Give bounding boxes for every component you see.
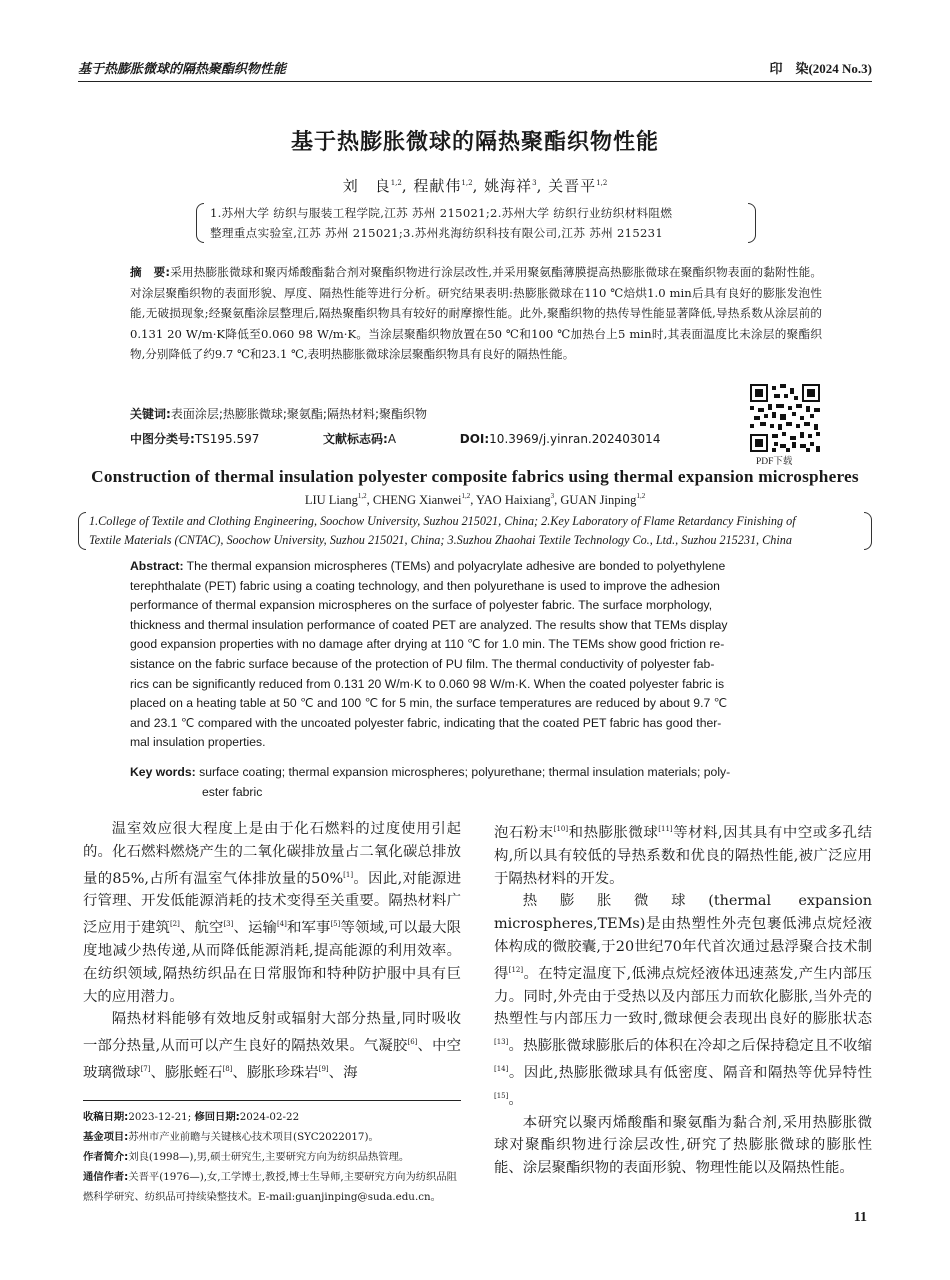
abstract-line: mal insulation properties. [130,735,266,750]
fund-label: 基金项目: [83,1131,129,1143]
doi-value[interactable]: 10.3969/j.yinran.202403014 [489,432,661,446]
citation-ref[interactable]: [7] [140,1064,151,1073]
qr-code-label: PDF下载 [756,457,793,467]
citation-ref[interactable]: [5] [330,920,341,929]
left-bracket [78,512,86,550]
footnote-corresponding [83,1167,461,1207]
page-header [78,56,872,82]
body-text: 、膨胀蛭石 [150,1064,223,1081]
body-paragraph [83,818,461,1008]
body-paragraph [494,818,872,890]
body-text: 、中空玻璃微球 [83,1038,461,1081]
revised-date: 2024-02-22 [239,1111,300,1123]
keywords-text-en-cont: ester fabric [202,784,263,799]
body-paragraph [83,1008,461,1084]
body-text: 等领域,可以最大限度地减少热传递,从而降低能源消耗,提高能源的利用效率。在纺织领域,隔热纺织品在日常服饰和特种防护服中具有巨大的应用潜力。 [83,920,461,1005]
body-text: 。热膨胀微球膨胀后的体积在冷却之后保持稳定且不收缩 [508,1038,872,1055]
author-affil-sup: 1,2 [357,492,367,500]
abstract-cn [130,262,822,365]
clc-label: 中图分类号: [130,432,195,446]
citation-ref[interactable]: [13] [494,1038,509,1047]
abstract-line: and 23.1 ℃ compared with the uncoated polyester fabric, indicating that the coated PET fabric has good ther- [130,715,722,730]
affiliations-cn [196,203,756,243]
body-text: 、膨胀珍珠岩 [232,1064,319,1081]
author-name: 姚海祥 [484,177,533,195]
author-affil-sup: 1,2 [461,492,471,500]
received-date: 2023-12-21 [128,1111,188,1123]
body-column-right [494,818,872,1180]
body-text: 。因此,对能源进行管理、开发低能源消耗的技术变得至关重要。隔热材料广泛应用于建筑 [83,870,461,937]
author-list-cn: 刘 良$^{1,2}$, 程献伟$^{1,2}$, 姚海祥$^3$, 关晋平$^{1,2}$ [342,177,608,195]
author-name: LIU Liang [304,493,358,507]
author-bio-label: 作者简介: [83,1151,129,1163]
author-affil-sup: 3 [550,492,555,500]
author-name: 关晋平 [548,177,597,195]
corresponding-text: 关晋平(1976—),女,工学博士,教授,博士生导师,主要研究方向为纺织品阻燃科学研究、纺织品可持续染整技术。E-mail:guanjinping@suda.edu.cn。 [83,1171,457,1203]
author-affil-sup: 1,2 [596,179,608,187]
clc-value: TS195.597 [194,432,260,446]
article-title-en: Construction of thermal insulation polyester composite fabrics using thermal expansion microspheres [91,467,859,486]
abstract-line: rics can be significantly reduced from 0.131 20 W/m·K to 0.060 98 W/m·K. When the coated polyester fabric is [130,676,725,691]
classification-row [130,430,660,447]
doc-code-label: 文献标志码: [323,432,388,446]
author-bio-text: 刘良(1998—),男,硕士研究生,主要研究方向为纺织品热管理。 [128,1151,410,1163]
abstract-line: thickness and thermal insulation performance of coated PET are analyzed. The results show that TEMs display [130,617,728,632]
left-bracket [196,203,204,243]
abstract-line: placed on a heating table at 50 ℃ and 100 ℃ for 5 min, the surface temperatures are reduced by about 9.7 ℃ [130,696,728,711]
keywords-en [130,763,822,802]
body-text: 热膨胀微球(thermal expansion microspheres,TEMs)是由热塑性外壳包裹低沸点烷烃液体构成的微胶囊,于20世纪70年代首次通过悬浮聚合技术制得 [494,893,872,982]
footnote-dates: 收稿日期:2023-12-21; 修回日期:2024-02-22 [83,1111,300,1123]
keywords-text-en: surface coating; thermal expansion microspheres; polyurethane; thermal insulation materials; poly- [199,765,731,779]
citation-ref[interactable]: [15] [494,1091,509,1100]
abstract-line: terephthalate (PET) fabric using a coating technology, and then polyurethane is used to improve the adhesion [130,578,720,593]
body-text: 和军事 [286,920,331,937]
body-text: 泡石粉末 [494,825,554,841]
citation-ref[interactable]: [6] [407,1038,418,1047]
running-title: 基于热膨胀微球的隔热聚酯织物性能 [78,62,287,77]
footnotes [83,1107,461,1207]
citation-ref[interactable]: [10] [553,825,569,833]
page-number: 11 [853,1210,867,1225]
citation-ref[interactable]: [3] [223,920,234,929]
author-affil-sup: 1,2 [461,179,473,187]
doc-code-value: A [387,432,397,446]
abstract-text-cn: 采用热膨胀微球和聚丙烯酸酯黏合剂对聚酯织物进行涂层改性,并采用聚氨酯薄膜提高热膨胀微球在聚酯织物表面的黏附性能。对涂层聚酯织物的表面形貌、厚度、隔热性能等进行分析。研究结果表明:热膨胀微球在110 ℃焙烘1.0 min后具有良好的膨胀发泡性能,无破损现象;经聚氨酯涂层整理后,隔热聚酯织物具有较好的耐摩擦性能。此外,聚酯织物的热传导性能显著降低,导热系数从涂层前的0.131 20 W/m·K降低至0.060 98 W/m·K。当涂层聚酯织物放置在50 ℃和100 ℃加热台上5 min时,其表面温度比未涂层的聚酯织物,分别降低了约9.7 ℃和23.1 ℃,表明热膨胀微球涂层聚酯织物具有良好的隔热性能。 [130,265,822,361]
revised-label: 修回日期: [194,1111,240,1123]
affiliation-line: 1.苏州大学 纺织与服装工程学院,江苏 苏州 215021;2.苏州大学 纺织行业纺织材料阻燃 [210,206,673,220]
body-text: 、航空 [179,920,224,937]
citation-ref[interactable]: [12] [508,965,524,974]
footnote-fund [83,1127,461,1147]
keywords-cn [130,405,427,422]
citation-ref[interactable]: [2] [169,920,180,929]
abstract-text: The thermal expansion microspheres (TEMs) and polyacrylate adhesive are bonded to polyethylene [186,559,726,573]
keywords-label-en: Key words: [130,765,196,779]
author-name: CHENG Xianwei [372,493,462,507]
journal-issue: 印 染(2024 No.3) [769,61,872,76]
footnote-author [83,1147,461,1167]
body-text: 和热膨胀微球 [568,825,659,841]
body-column-left [83,818,461,1085]
abstract-en [130,557,822,753]
citation-ref[interactable]: [1] [343,870,354,879]
body-text: 。因此,热膨胀微球具有低密度、隔音和隔热等优异特性 [508,1064,872,1081]
citation-ref[interactable]: [11] [658,825,673,833]
author-affil-sup: 3 [532,179,537,187]
article-title-cn: 基于热膨胀微球的隔热聚酯织物性能 [290,130,659,155]
body-text: 。在特定温度下,低沸点烷烃液体迅速蒸发,产生内部压力。同时,外壳由于受热以及内部压力而软化膨胀,当外壳的热塑性与内部压力一致时,微球便会表现出良好的膨胀状态 [494,965,872,1028]
body-text: 温室效应很大程度上是由于化石燃料的过度使用引起的。化石燃料燃烧产生的二氧化碳排放量占二氧化碳总排放量的85%,占所有温室气体排放量的50% [83,821,461,887]
author-name: 程献伟 [413,177,462,195]
body-paragraph [494,890,872,1111]
body-text: 。 [508,1091,523,1108]
citation-ref[interactable]: [14] [494,1064,509,1073]
abstract-label-cn: 摘 要: [130,265,170,279]
corresponding-label: 通信作者: [83,1171,129,1183]
body-text: 、运输 [233,920,277,937]
body-text: 、海 [328,1064,358,1081]
author-list-en: LIU Liang$^{1,2}$, CHENG Xianwei$^{1,2}$, YAO Haixiang$^3$, GUAN Jinping$^{1,2}$ [304,492,646,507]
author-affil-sup: 1,2 [390,179,402,187]
right-bracket [748,203,756,243]
received-label: 收稿日期: [83,1111,129,1123]
qr-code-icon[interactable] [750,384,820,452]
body-text: 等材料,因其具有中空或多孔结构,所以具有较低的导热系数和优良的隔热性能,被广泛应用于隔热材料的开发。 [494,825,872,887]
author-name: 刘 良 [342,177,391,195]
affiliations-en [78,512,872,550]
author-name: YAO Haixiang [476,493,551,507]
keywords-text-cn: 表面涂层;热膨胀微球;聚氨酯;隔热材料;聚酯织物 [170,407,427,421]
body-text: 隔热材料能够有效地反射或辐射大部分热量,同时吸收一部分热量,从而可以产生良好的隔热效果。气凝胶 [83,1011,461,1055]
abstract-line: sistance on the fabric surface because of the protection of PU film. The thermal conductivity of polyester fab- [130,656,715,671]
affiliation-line: 整理重点实验室,江苏 苏州 215021;3.苏州兆海纺织科技有限公司,江苏 苏州 215231 [210,226,664,240]
footnote-divider [83,1100,461,1101]
abstract-line: performance of thermal expansion microspheres on the surface of polyester fabric. The surface morphology, [130,598,713,613]
affiliation-line: 1.College of Textile and Clothing Engineering, Soochow University, Suzhou 215021, China; 2.Key Laboratory of Flame Retardancy Finishing of [89,514,796,528]
right-bracket [864,512,872,550]
affiliation-line: Textile Materials (CNTAC), Soochow University, Suzhou 215021, China; 3.Suzhou Zhaohai Textile Technology Co., Ltd., Suzhou 215231, China [89,533,792,547]
abstract-line: good expansion properties with no damage after drying at 110 ℃ for 1.0 min. The TEMs show good friction re- [130,637,725,652]
author-affil-sup: 1,2 [636,492,646,500]
keywords-label-cn: 关键词: [130,407,171,421]
fund-text: 苏州市产业前瞻与关键核心技术项目(SYC2022017)。 [128,1131,379,1143]
abstract-label-en: Abstract: [130,559,184,573]
body-paragraph: 本研究以聚丙烯酸酯和聚氨酯为黏合剂,采用热膨胀微球对聚酯织物进行涂层改性,研究了热膨胀微球的膨胀性能、涂层聚酯织物的表面形貌、物理性能以及隔热性能。 [494,1114,872,1177]
doi-label: DOI: [459,432,490,446]
citation-ref[interactable]: [9] [318,1064,329,1073]
citation-ref[interactable]: [4] [276,920,287,929]
abstract-line [130,557,822,577]
author-name: GUAN Jinping [560,493,637,507]
citation-ref[interactable]: [8] [222,1064,233,1073]
